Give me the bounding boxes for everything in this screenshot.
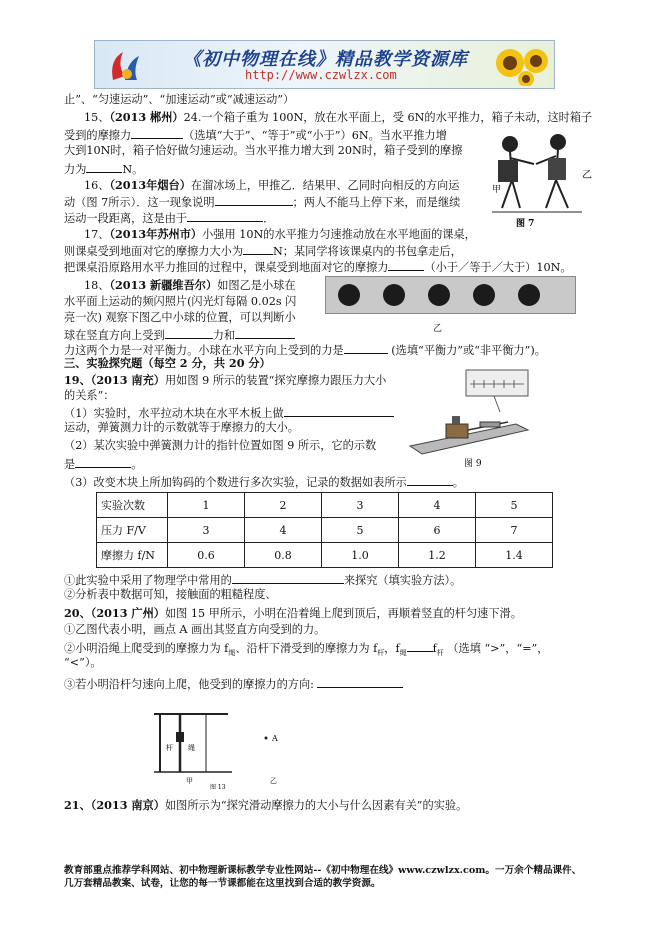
svg-text:乙: 乙 [270, 777, 277, 785]
question-18-line5: 力这两个力是一对平衡力。小球在水平方向上受到的力是 (选填“平衡力”或“非平衡力”)。 [64, 344, 546, 357]
svg-text:杆: 杆 [166, 744, 173, 752]
blank[interactable] [284, 405, 394, 417]
question-19: 19、（2013 南充）用如图 9 所示的装置“探究摩擦力跟压力大小 [64, 373, 387, 387]
question-20: 20、（2013 广州）如图 15 甲所示，小明在沿着绳上爬到顶后，再顺着竖直的杆匀速下滑。 [64, 606, 522, 620]
blank[interactable] [388, 259, 424, 271]
question-19-line8: ①此实验中采用了物理学中常用的 来探究（填实验方法）。 [64, 574, 462, 587]
question-20-line2: ①乙图代表小明，画点 A 画出其竖直方向受到的力。 [64, 623, 326, 636]
question-19-line2: 的关系”： [64, 389, 115, 402]
sunflower-icon [490, 43, 552, 86]
blank[interactable] [407, 474, 453, 486]
blank[interactable] [131, 127, 183, 139]
data-table [96, 492, 553, 568]
footer-line: 教育部重点推荐学科网站、初中物理新课标教学专业性网站--《初中物理在线》www.czwlzx.com。一万余个精品课件、 [64, 865, 582, 876]
header-banner [94, 40, 555, 89]
question-15-line4: 力为 N。 [64, 163, 144, 176]
question-15: 15、（2013 郴州）24.一个箱子重为 100N，放在水平面上，受 6N的水平推力，箱子未动，这时箱子 [84, 110, 593, 124]
svg-text:图 7: 图 7 [516, 219, 535, 228]
figure-13-rope-pole [150, 706, 300, 790]
strobe-caption: 乙 [433, 324, 443, 334]
text-line: 止”、“匀速运动”、“加速运动”或“减速运动”） [64, 93, 295, 106]
svg-text:甲: 甲 [186, 777, 193, 785]
question-20-line4: “<”）。 [64, 656, 102, 669]
svg-text:乙: 乙 [582, 170, 592, 181]
question-18-line3: 亮一次) 观察下图乙中小球的位置，可以判断小 [64, 311, 296, 324]
question-18-line2: 水平面上运动的频闪照片(闪光灯每隔 0.02s 闪 [64, 295, 297, 308]
blank[interactable] [187, 210, 263, 222]
banner-url[interactable]: http://www.czwlzx.com [245, 68, 397, 82]
question-18-line4: 球在竖直方向上受到 力和 [64, 327, 295, 343]
blank[interactable] [344, 342, 388, 354]
question-19-line9: ②分析表中数据可知，接触面的粗糙程度、 [64, 588, 277, 601]
banner-title: 《初中物理在线》精品教学资源库 [183, 49, 468, 70]
svg-text:绳: 绳 [188, 744, 195, 752]
blank[interactable] [407, 640, 433, 652]
question-16: 16、（2013年烟台）在溜冰场上，甲推乙．结果甲、乙同时向相反的方向运 [84, 178, 460, 192]
blank[interactable] [75, 456, 131, 468]
question-19-line5: （2）某次实验中弹簧测力计的指针位置如图 9 所示，它的示数 [64, 439, 377, 452]
question-19-line4: 运动，弹簧测力计的示数就等于摩擦力的大小。 [64, 421, 299, 434]
question-17-line2: 则课桌受到地面对它的摩擦力大小为 N；某同学将该课桌内的书包拿走后， [64, 245, 462, 258]
table-row: 实验次数 1 2 3 4 5 [97, 493, 553, 518]
svg-text:A: A [272, 734, 278, 743]
site-logo-icon [105, 46, 145, 84]
question-19-line6: 是 。 [64, 458, 143, 471]
blank[interactable] [317, 676, 403, 688]
figure-7-skaters [472, 130, 600, 228]
svg-text:甲: 甲 [492, 185, 502, 195]
blank[interactable] [232, 572, 344, 584]
question-16-line2: 动（图 7所示）．这一现象说明 ；两人不能马上停下来，而是继续 [64, 196, 461, 209]
question-18: 18、（2013 新疆维吾尔）如图乙是小球在 [84, 278, 296, 292]
table-row: 压力 F/V 3 4 5 6 7 [97, 518, 553, 543]
question-19-line7: （3）改变木块上所加钩码的个数进行多次实验，记录的数据如表所示 。 [64, 476, 464, 489]
blank[interactable] [243, 243, 273, 255]
table-row: 摩擦力 f/N 0.6 0.8 1.0 1.2 1.4 [97, 543, 553, 568]
figure-9-apparatus [404, 366, 530, 470]
question-19-line3: （1）实验时，水平拉动木块在水平木板上做 [64, 405, 394, 421]
footer-line: 几万套精品教案、试卷，让您的每一节课都能在这里找到合适的教学资源。 [64, 878, 381, 889]
blank[interactable] [235, 327, 295, 339]
blank[interactable] [86, 161, 122, 173]
question-16-line3: 运动一段距离，这是由于 ． [64, 212, 275, 225]
question-17: 17、（2013年苏州市）小强用 10N的水平推力匀速推动放在水平地面的课桌， [84, 227, 476, 241]
strobe-photo [325, 276, 576, 314]
blank[interactable] [165, 327, 213, 339]
question-21: 21、（2013 南京）如图所示为“探究滑动摩擦力的大小与什么因素有关”的实验。 [64, 798, 468, 812]
question-17-line3: 把课桌沿原路用水平力推回的过程中，课桌受到地面对它的摩擦力 （小于／等于／大于）10N。 [64, 261, 572, 274]
section-heading: 三、实验探究题（每空 2 分，共 20 分） [64, 356, 271, 370]
question-20-line3: ②小明沿绳上爬受到的摩擦力为 $f_绳$、沿杆下滑受到的摩擦力为 $f_杆$，$f_绳$ $f_杆$ （选填 “>”，“=”， [64, 642, 549, 658]
blank[interactable] [215, 194, 293, 206]
svg-text:图 13: 图 13 [210, 784, 226, 790]
svg-text:图 9: 图 9 [464, 459, 482, 469]
question-20-line5: ③若小明沿杆匀速向上爬，他受到的摩擦力的方向: [64, 676, 403, 692]
question-15-line3: 大到10N时，箱子恰好做匀速运动。当水平推力增大到 20N时，箱子受到的摩擦 [64, 144, 463, 157]
footer [64, 864, 581, 890]
question-15-line2: 受到的摩擦力 （选填“大于”、“等于”或“小于”）6N。当水平推力增 [64, 129, 447, 142]
